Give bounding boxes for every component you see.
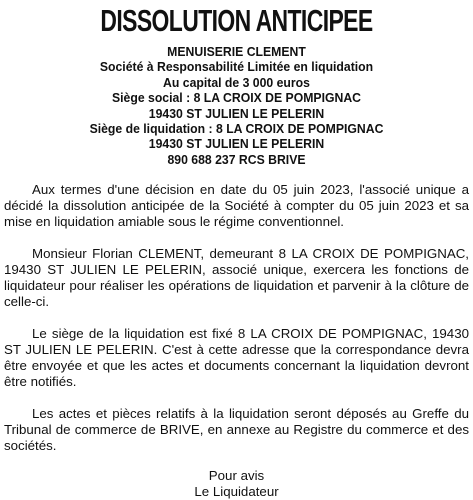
registered-office-city: 19430 ST JULIEN LE PELERIN (148, 105, 325, 121)
liquidation-office-address: Siège de liquidation : 8 LA CROIX DE POMPIGNAC (89, 121, 384, 137)
signature-line-2: Le Liquidateur (194, 484, 279, 500)
company-name: MENUISERIE CLEMENT (167, 44, 306, 59)
liquidator-paragraph: Monsieur Florian CLEMENT, demeurant 8 LA CROIX DE POMPIGNAC, 19430 ST JULIEN LE PELERIN, associé unique, exercera les fonctions de liquidateur pour réaliser les opérations de liquidation et parvenir à la clôture de celle-ci. (4, 246, 469, 310)
liquidation-office-city: 19430 ST JULIEN LE PELERIN (148, 136, 325, 152)
signature-block (4, 468, 469, 500)
company-capital: Au capital de 3 000 euros (163, 74, 310, 90)
notice-title: DISSOLUTION ANTICIPEE (100, 3, 373, 38)
decision-paragraph: Aux termes d'une décision en date du 05 juin 2023, l'associé unique a décidé la dissolution anticipée de la Société à compter du 05 juin 2023 et sa mise en liquidation amiable sous le régime conventionnel. (4, 182, 469, 230)
notice-body (4, 182, 469, 454)
filing-paragraph: Les actes et pièces relatifs à la liquidation seront déposés au Greffe du Tribunal de commerce de BRIVE, en annexe au Registre du commerce et des sociétés. (4, 406, 469, 454)
company-legal-form: Société à Responsabilité Limitée en liquidation (99, 59, 374, 75)
registered-office-address: Siège social : 8 LA CROIX DE POMPIGNAC (111, 90, 362, 106)
company-rcs: 890 688 237 RCS BRIVE (167, 151, 306, 167)
company-header (4, 44, 469, 167)
liquidation-office-paragraph: Le siège de la liquidation est fixé 8 LA CROIX DE POMPIGNAC, 19430 ST JULIEN LE PELERIN. C'est à cette adresse que la correspondance devra être envoyée et que les actes et documents concernant la liquidation devront être notifiés. (4, 326, 469, 390)
signature-line-1: Pour avis (208, 468, 265, 484)
